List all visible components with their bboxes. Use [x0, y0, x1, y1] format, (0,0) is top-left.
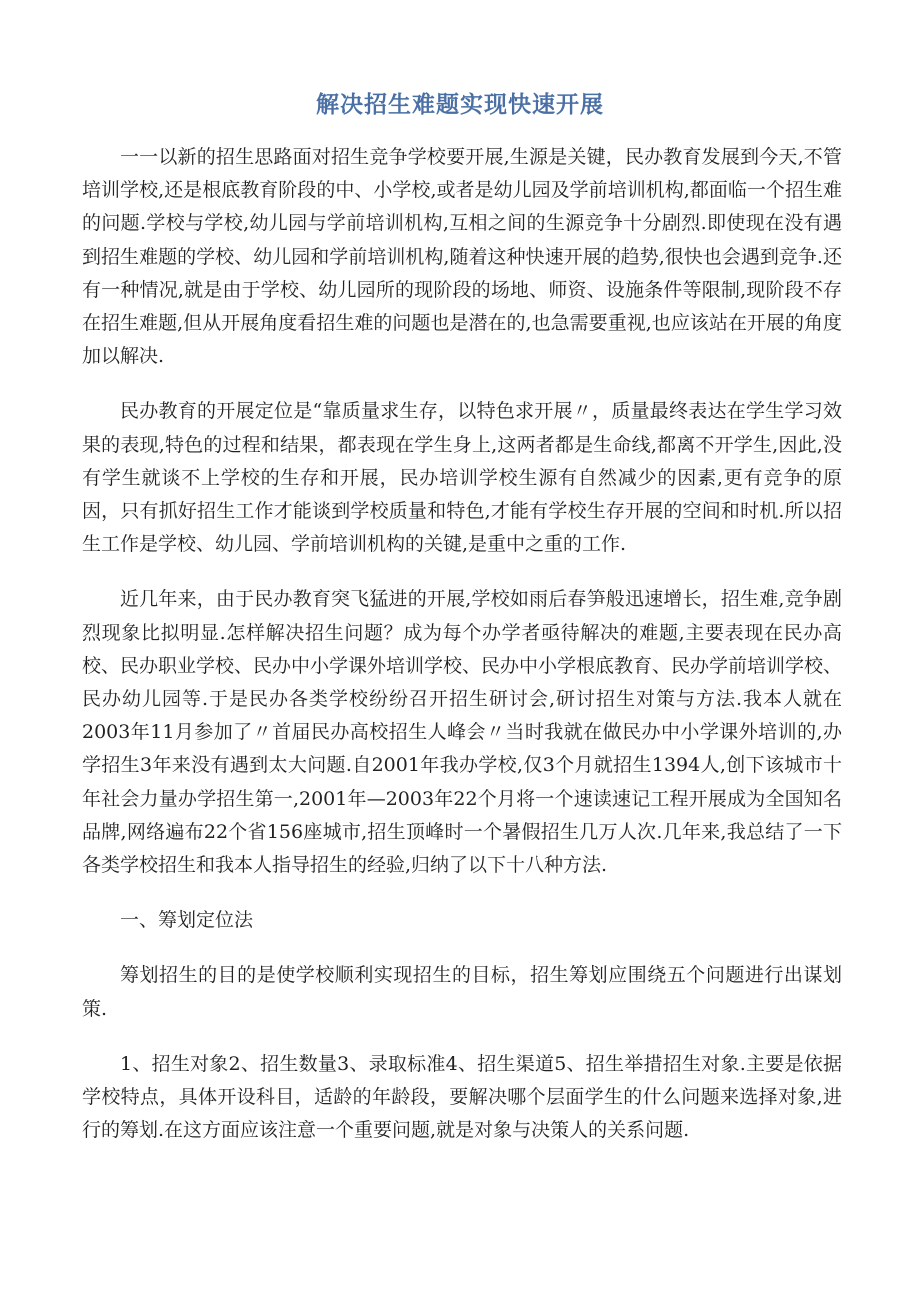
document-body [82, 141, 842, 1169]
paragraph-planning-items: 1、招生对象2、招生数量3、录取标准4、招生渠道5、招生举措招生对象.主要是依据学校特点，具体开设科目，适龄的年龄段，要解决哪个层面学生的什么问题来选择对象,进行的筹划.在这方面应该注意一个重要问题,就是对象与决策人的关系问题. [82, 1052, 842, 1142]
document-title: 解决招生难题实现快速开展 [316, 91, 604, 118]
paragraph-planning-goal: 筹划招生的目的是使学校顺利实现招生的目标，招生筹划应围绕五个问题进行出谋划策. [82, 964, 842, 1020]
paragraph-positioning: 民办教育的开展定位是“靠质量求生存，以特色求开展〃，质量最终表达在学生学习效果的表现,特色的过程和结果，都表现在学生身上,这两者都是生命线,都离不开学生,因此,没有学生就谈不上学校的生存和开展，民办培训学校生源有自然减少的因素,更有竞争的原因，只有抓好招生工作才能谈到学校质量和特色,才能有学校生存开展的空间和时机.所以招生工作是学校、幼儿园、学前培训机构的关键,是重中之重的工作. [82, 400, 842, 556]
section-heading: 一、筹划定位法 [120, 909, 254, 932]
paragraph-intro: 一一以新的招生思路面对招生竞争学校要开展,生源是关键，民办教育发展到今天,不管培训学校,还是根底教育阶段的中、小学校,或者是幼儿园及学前培训机构,都面临一个招生难的问题.学校与学校,幼儿园与学前培训机构,互相之间的生源竞争十分剧烈.即使现在没有遇到招生难题的学校、幼儿园和学前培训机构,随着这种快速开展的趋势,很快也会遇到竞争.还有一种情况,就是由于学校、幼儿园所的现阶段的场地、师资、设施条件等限制,现阶段不存在招生难题,但从开展角度看招生难的问题也是潜在的,也急需要重视,也应该站在开展的角度加以解决. [82, 146, 842, 368]
paragraph-background: 近几年来，由于民办教育突飞猛进的开展,学校如雨后春笋般迅速增长，招生难,竞争剧烈现象比拟明显.怎样解决招生问题？成为每个办学者亟待解决的难题,主要表现在民办高校、民办职业学校、民办中小学课外培训学校、民办中小学根底教育、民办学前培训学校、民办幼儿园等.于是民办各类学校纷纷召开招生研讨会,研讨招生对策与方法.我本人就在2003年11月参加了〃首届民办高校招生人峰会〃当时我就在做民办中小学课外培训的,办学招生3年来没有遇到太大问题.自2001年我办学校,仅3个月就招生1394人,创下该城市十年社会力量办学招生第一,2001年—2003年22个月将一个速读速记工程开展成为全国知名品牌,网络遍布22个省156座城市,招生顶峰时一个暑假招生几万人次.几年来,我总结了一下各类学校招生和我本人指导招生的经验,归纳了以下十八种方法. [82, 588, 843, 877]
